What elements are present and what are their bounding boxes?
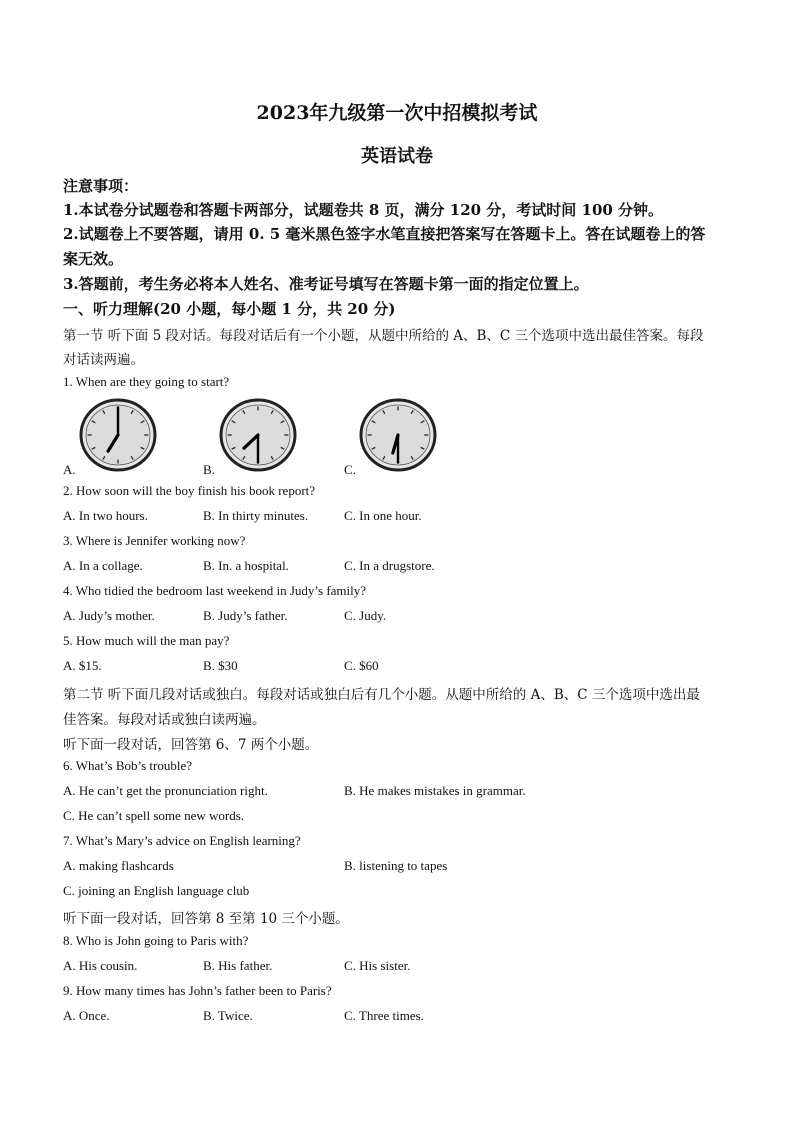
question-1-option-a: A. <box>63 462 76 477</box>
question-8-stem: 8. Who is John going to Paris with? <box>63 933 249 948</box>
question-6-option-a: A. He can’t get the pronunciation right. <box>63 783 268 798</box>
exam-subtitle: 英语试卷 <box>361 146 433 167</box>
question-5-option-b: B. $30 <box>203 658 238 673</box>
question-9-option-a: A. Once. <box>63 1008 110 1023</box>
question-7-option-a: A. making flashcards <box>63 858 174 873</box>
question-6-option-b: B. He makes mistakes in grammar. <box>344 783 526 798</box>
question-2-option-a: A. In two hours. <box>63 508 148 523</box>
question-2-option-b: B. In thirty minutes. <box>203 508 309 523</box>
question-9-stem: 9. How many times has John’s father been to Paris? <box>63 983 332 998</box>
clock-b-icon <box>218 397 298 473</box>
question-7-option-b: B. listening to tapes <box>344 858 448 873</box>
question-9-option-c: C. Three times. <box>344 1008 424 1023</box>
question-3-option-b: B. In. a hospital. <box>203 558 289 573</box>
question-4-option-c: C. Judy. <box>344 608 387 623</box>
intro-questions-8-10: 听下面一段对话，回答第 8 至第 10 三个小题。 <box>63 911 349 927</box>
question-1-option-c: C. <box>344 462 356 477</box>
question-8-option-a: A. His cousin. <box>63 958 138 973</box>
question-4-option-b: B. Judy’s father. <box>203 608 288 623</box>
question-1-option-b: B. <box>203 462 215 477</box>
question-4-stem: 4. Who tidied the bedroom last weekend in Judy’s family? <box>63 583 367 598</box>
question-3-option-c: C. In a drugstore. <box>344 558 435 573</box>
question-6-stem: 6. What’s Bob’s trouble? <box>63 758 193 773</box>
exam-title: 2023年九级第一次中招模拟考试 <box>256 102 538 124</box>
section2-instruction-line-2: 佳答案。每段对话或独白读两遍。 <box>63 712 266 728</box>
notice-item-3: 3.答题前，考生务必将本人姓名、准考证号填写在答题卡第一面的指定位置上。 <box>63 275 589 293</box>
notice-item-2-line-2: 案无效。 <box>63 250 124 268</box>
part1-heading: 一、听力理解(20 小题，每小题 1 分，共 20 分) <box>63 300 396 318</box>
question-7-stem: 7. What’s Mary’s advice on English learning? <box>63 833 301 848</box>
question-6-option-c: C. He can’t spell some new words. <box>63 808 245 823</box>
notice-heading: 注意事项： <box>63 177 139 195</box>
question-3-stem: 3. Where is Jennifer working now? <box>63 533 246 548</box>
question-1-stem: 1. When are they going to start? <box>63 374 230 389</box>
notice-item-1: 1.本试卷分试题卷和答题卡两部分，试题卷共 8 页，满分 120 分，考试时间 100 分钟。 <box>63 201 664 219</box>
section1-instruction-line-2: 对话读两遍。 <box>63 352 144 368</box>
intro-questions-6-7: 听下面一段对话，回答第 6、7 两个小题。 <box>63 737 319 753</box>
question-2-stem: 2. How soon will the boy finish his book report? <box>63 483 316 498</box>
notice-item-2-line-1: 2.试题卷上不要答题，请用 0. 5 毫米黑色签字水笔直接把答案写在答题卡上。答在试题卷上的答 <box>63 225 706 243</box>
question-8-option-c: C. His sister. <box>344 958 411 973</box>
clock-a-icon <box>78 397 158 473</box>
question-5-option-c: C. $60 <box>344 658 379 673</box>
clock-c-icon <box>358 397 438 473</box>
section2-instruction-line-1: 第二节 听下面几段对话或独白。每段对话或独白后有几个小题。从题中所给的 A、B、C 三个选项中选出最 <box>63 687 700 703</box>
question-9-option-b: B. Twice. <box>203 1008 253 1023</box>
question-2-option-c: C. In one hour. <box>344 508 422 523</box>
section1-instruction-line-1: 第一节 听下面 5 段对话。每段对话后有一个小题，从题中所给的 A、B、C 三个选项中选出最佳答案。每段 <box>63 328 704 344</box>
question-3-option-a: A. In a collage. <box>63 558 143 573</box>
question-4-option-a: A. Judy’s mother. <box>63 608 155 623</box>
question-5-stem: 5. How much will the man pay? <box>63 633 230 648</box>
question-5-option-a: A. $15. <box>63 658 102 673</box>
question-7-option-c: C. joining an English language club <box>63 883 250 898</box>
question-8-option-b: B. His father. <box>203 958 273 973</box>
